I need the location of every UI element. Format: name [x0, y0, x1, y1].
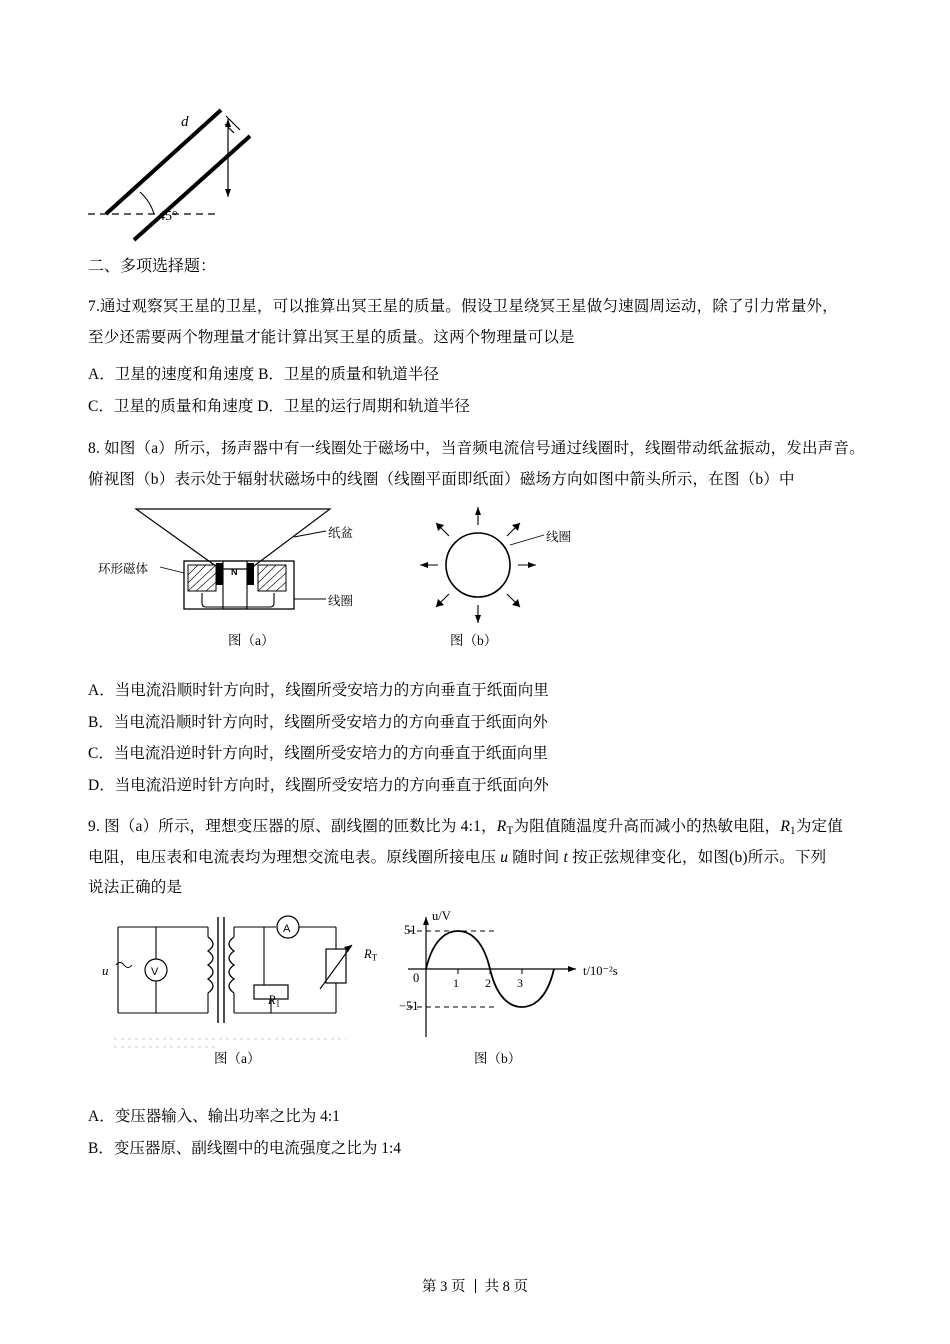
- q9-stem-line1: [88, 812, 878, 843]
- caption-graph-b: 图（b）: [474, 1051, 522, 1067]
- caption-figure-a: 图（a）: [228, 632, 275, 648]
- y-tick-max: 51: [404, 923, 417, 938]
- q9-rt-symbol: R: [496, 817, 507, 835]
- page-footer: [0, 1275, 950, 1296]
- q8-option-c: C．当电流沿逆时针方向时，线圈所受安培力的方向垂直于纸面向里: [88, 745, 548, 763]
- label-rt: $R_T$: [364, 947, 378, 963]
- q9-r1-symbol: R: [780, 817, 791, 835]
- loudspeaker-diagram: [98, 503, 618, 653]
- axis-label-x: t/10⁻²s: [583, 964, 618, 979]
- inclined-rails-drawing: [88, 92, 348, 252]
- q9-stem-line2: [88, 843, 878, 873]
- q9-line1-part-a: 9. 图（a）所示，理想变压器的原、副线圈的匝数比为 4:1，: [88, 817, 497, 835]
- svg-text:V: V: [151, 966, 159, 979]
- q9-u-symbol: u: [500, 848, 509, 866]
- label-paper-cone: 纸盆: [328, 525, 354, 540]
- label-angle: 45°: [158, 209, 178, 224]
- q9-line1-part-c: 为定值: [795, 817, 843, 835]
- figure-inclined-rails: [88, 92, 878, 252]
- figure-transformer-and-waveform: [96, 909, 878, 1079]
- q8-stem-line1: 8. 如图（a）所示，扬声器中有一线圈处于磁场中，当音频电流信号通过线圈时，线圈带动纸盆振动，发出声音。: [88, 440, 865, 458]
- section-heading: 二、多项选择题：: [88, 258, 217, 275]
- q9-option-b: B．变压器原、副线圈中的电流强度之比为 1:4: [88, 1139, 402, 1157]
- q9-option-a: A．变压器输入、输出功率之比为 4:1: [88, 1108, 340, 1126]
- svg-text:S: S: [248, 566, 255, 577]
- label-coil-a: 线圈: [328, 593, 354, 608]
- page-content: [88, 0, 878, 1165]
- footer-total-pages: 共 8 页: [484, 1279, 528, 1295]
- q8-option-a: A．当电流沿顺时针方向时，线圈所受安培力的方向垂直于纸面向里: [88, 681, 549, 699]
- transformer-circuit-and-sine: [96, 909, 656, 1079]
- q9-t-symbol: t: [563, 848, 569, 866]
- svg-text:u: u: [102, 963, 109, 979]
- q7-option-ab: A．卫星的速度和角速度 B．卫星的质量和轨道半径: [88, 365, 439, 383]
- q9-r1-subscript: 1: [790, 824, 796, 837]
- label-ring-magnet: 环形磁体: [98, 561, 149, 576]
- axis-label-y: u/V: [432, 909, 451, 924]
- svg-text:A: A: [283, 923, 291, 936]
- svg-text:1: 1: [453, 976, 459, 991]
- caption-figure-b: 图（b）: [450, 632, 498, 648]
- q9-line2-part-b: 随时间: [508, 848, 564, 866]
- q9-rt-subscript: T: [506, 824, 514, 837]
- q8-option-d: D．当电流沿逆时针方向时，线圈所受安培力的方向垂直于纸面向外: [88, 777, 549, 795]
- q9-line2-part-c: 按正弦规律变化，如图(b)所示。下列: [568, 848, 827, 866]
- origin-label: 0: [413, 971, 420, 986]
- q7-option-cd: C．卫星的质量和角速度 D．卫星的运行周期和轨道半径: [88, 397, 470, 415]
- figure-loudspeaker: [98, 503, 878, 653]
- svg-text:S: S: [218, 566, 225, 577]
- q9-stem-line3: 说法正确的是: [88, 878, 183, 896]
- svg-text:2: 2: [485, 976, 491, 991]
- label-coil-b: 线圈: [546, 529, 572, 544]
- y-tick-min: −51: [399, 999, 419, 1014]
- svg-text:3: 3: [517, 976, 523, 991]
- footer-separator: [475, 1279, 476, 1293]
- q7-stem-line2: 至少还需要两个物理量才能计算出冥王星的质量。这两个物理量可以是: [88, 328, 575, 346]
- footer-current-page: 第 3 页: [422, 1279, 466, 1295]
- label-d: d: [181, 114, 189, 130]
- q8-option-b: B．当电流沿顺时针方向时，线圈所受安培力的方向垂直于纸面向外: [88, 713, 548, 731]
- q8-stem-line2: 俯视图（b）表示处于辐射状磁场中的线圈（线圈平面即纸面）磁场方向如图中箭头所示，在图（b）中: [88, 470, 795, 488]
- svg-text:N: N: [231, 566, 238, 577]
- label-r1: $R_1$: [268, 993, 281, 1009]
- caption-circuit-a: 图（a）: [214, 1051, 261, 1067]
- q9-line1-part-b: 为阻值随温度升高而减小的热敏电阻，: [513, 817, 781, 835]
- q9-line2-part-a: 电阻，电压表和电流表均为理想交流电表。原线圈所接电压: [88, 848, 501, 866]
- q7-stem-line1: 7.通过观察冥王星的卫星，可以推算出冥王星的质量。假设卫星绕冥王星做匀速圆周运动，除了引力常量外，: [88, 298, 838, 316]
